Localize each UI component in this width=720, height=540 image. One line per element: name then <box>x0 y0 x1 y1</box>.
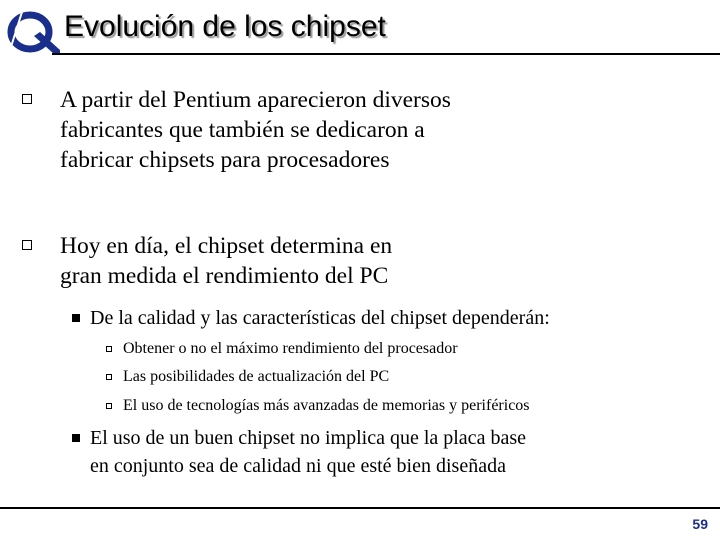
filled-square-bullet-icon <box>72 434 80 442</box>
slide-title: Evolución de los chipset <box>64 10 386 43</box>
sub-sub-bullet-item <box>106 396 706 416</box>
sub-bullet-item <box>70 304 690 332</box>
hollow-square-bullet-icon <box>22 94 32 104</box>
sub-sub-bullet-text: El uso de tecnologías más avanzadas de memorias y periféricos <box>123 397 530 414</box>
bullet-item <box>22 85 662 175</box>
bullet-item <box>22 231 662 291</box>
bullet-text: Hoy en día, el chipset determina en gran medida el rendimiento del PC <box>60 233 393 289</box>
sub-bullet-text: De la calidad y las características del chipset dependerán: <box>90 307 550 329</box>
filled-square-bullet-icon <box>72 314 80 322</box>
sub-sub-bullet-item <box>106 367 706 387</box>
page-number: 59 <box>692 516 708 532</box>
sub-sub-bullet-text: Obtener o no el máximo rendimiento del procesador <box>123 340 458 357</box>
small-square-bullet-icon <box>106 403 112 409</box>
logo-icon <box>4 6 60 54</box>
title-divider <box>52 53 720 55</box>
small-square-bullet-icon <box>106 374 112 380</box>
footer-divider <box>0 507 720 509</box>
sub-bullet-text: El uso de un buen chipset no implica que la placa base en conjunto sea de calidad ni que esté bien diseñada <box>90 427 526 477</box>
small-square-bullet-icon <box>106 346 112 352</box>
sub-sub-bullet-item <box>106 339 706 359</box>
sub-sub-bullet-text: Las posibilidades de actualización del PC <box>123 368 390 385</box>
bullet-text: A partir del Pentium aparecieron diversos fabricantes que también se dedicaron a fabricar chipsets para procesadores <box>60 87 451 173</box>
hollow-square-bullet-icon <box>22 240 32 250</box>
sub-bullet-item <box>70 424 690 480</box>
